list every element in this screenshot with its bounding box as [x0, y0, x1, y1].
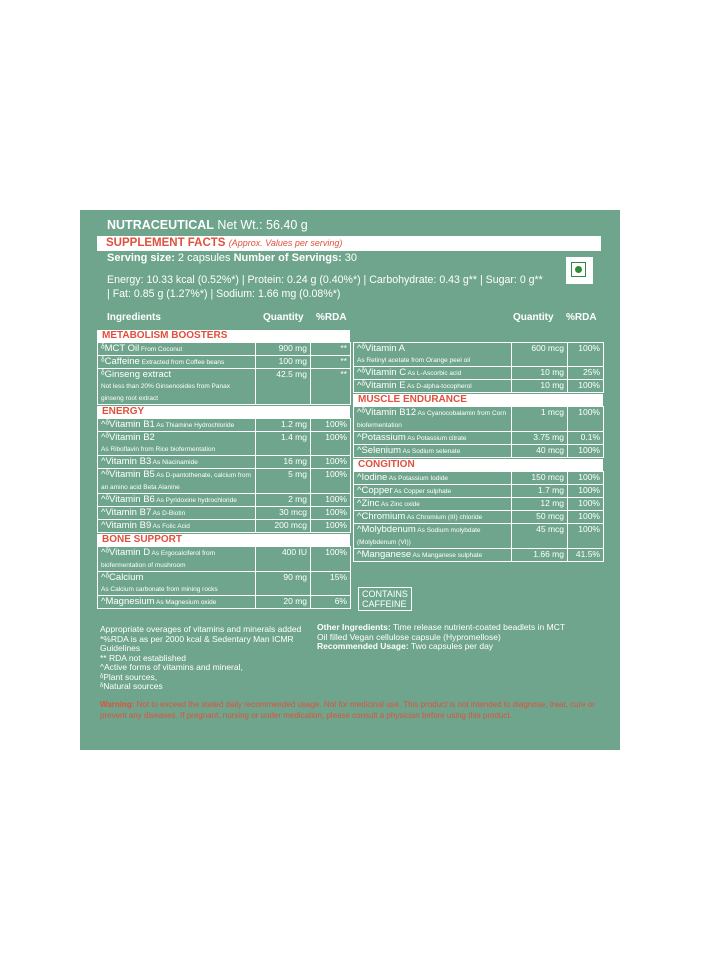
ingredient-source: As Cyanocobalamin from Corn biofermentation [357, 410, 507, 429]
ingredient-label: ^ᵟCalcium [101, 572, 144, 583]
ingredient-name [354, 498, 512, 511]
ingredient-name [354, 445, 512, 458]
ingredients-table [353, 471, 604, 562]
warning-body: Not to exceed the stated daily recommended usage. Not for medicinal use. This product is not intended to diagnose, treat, cure or prevent any diseases. If pregnant, nursing or under medication, please consult a physician before using this product. [100, 700, 595, 720]
ingredient-source: As Sodium selenate [401, 448, 461, 455]
table-row [354, 445, 604, 458]
ingredient-label: ^Vitamin B3 [101, 456, 152, 467]
warning-label: Warning: [100, 700, 135, 709]
ingredient-name [354, 524, 512, 549]
ingredient-name [98, 572, 256, 596]
ingredient-quantity: 150 mcg [512, 472, 568, 485]
table-row [98, 456, 351, 469]
section-title: MUSCLE ENDURANCE [353, 394, 603, 406]
table-row [98, 369, 351, 405]
ingredient-name [98, 456, 256, 469]
other-ingredients-label: Other Ingredients: [317, 622, 391, 632]
ingredient-source: As Niacinamide [151, 459, 198, 466]
ingredient-source: As D-alpha-tocopherol [405, 383, 472, 390]
ingredient-rda: 100% [568, 445, 604, 458]
ingredient-source: As Zinc oxide [379, 501, 420, 508]
ingredient-label: ^ᵟVitamin E [357, 380, 406, 391]
ingredient-label: ᵟGinseng extract [101, 369, 172, 380]
contains-line-1: CONTAINS [362, 589, 408, 599]
ingredient-label: ^ᵟVitamin B5 [101, 469, 155, 480]
servings-count-value: 30 [341, 252, 358, 264]
other-info [317, 623, 567, 652]
ingredients-column-header: Ingredients [107, 312, 161, 323]
ingredient-label: ^Selenium [357, 445, 402, 456]
ingredient-quantity: 3.75 mg [512, 432, 568, 445]
ingredient-label: ^Copper [357, 485, 393, 496]
ingredient-quantity: 900 mg [256, 343, 311, 356]
serving-size-label: Serving size: [107, 252, 175, 264]
ingredient-source: As Potassium Iodide [387, 475, 449, 482]
table-row [98, 547, 351, 572]
section-title: BONE SUPPORT [97, 534, 350, 546]
ingredient-label: ^ᵟVitamin B12 [357, 407, 417, 418]
ingredient-label: ^Chromium [357, 511, 406, 522]
ingredient-quantity: 30 mcg [256, 507, 311, 520]
ingredient-source: As Pyridoxine hydrochloride [154, 497, 237, 504]
ingredient-rda: ** [311, 356, 351, 369]
energy-summary: Energy: 10.33 kcal (0.52%*) | Protein: 0.24 g (0.40%*) | Carbohydrate: 0.43 g** | Sugar: 0 g** | Fat: 0.85 g (1.27%*) | Sodium: 1.66 mg (0.08%*) [107, 274, 543, 300]
footnote: ** RDA not established [100, 652, 186, 663]
ingredient-name [98, 507, 256, 520]
ingredient-name [98, 469, 256, 494]
recommended-usage-label: Recommended Usage: [317, 641, 409, 651]
ingredient-quantity: 20 mg [256, 596, 311, 609]
footnote: ᵟNatural sources [100, 681, 163, 691]
ingredient-name [354, 367, 512, 380]
ingredient-source: As Riboflavin from Rice biofermentation [101, 446, 216, 453]
serving-size-value: 2 capsules [174, 252, 234, 264]
ingredients-table [353, 342, 604, 393]
ingredient-quantity: 10 mg [512, 367, 568, 380]
supplement-facts-note: (Approx. Values per serving) [228, 238, 343, 248]
ingredient-label: ^ᵟVitamin B6 [101, 494, 155, 505]
ingredient-source: As Ergocalciferol from biofermentation of mushroom [101, 550, 216, 569]
ingredient-label: ^Manganese [357, 549, 412, 560]
ingredient-label: ᵟMCT Oil [101, 343, 140, 354]
ingredient-label: ᵟCaffeine [101, 356, 140, 367]
ingredient-rda: 100% [311, 547, 351, 572]
ingredient-label: ^Magnesium [101, 596, 155, 607]
ingredient-rda: 100% [311, 507, 351, 520]
footnote: ^Active forms of vitamins and mineral, [100, 662, 243, 672]
ingredient-label: ^ᵟVitamin B2 [101, 432, 155, 443]
section-title: CONGITION [353, 459, 603, 471]
ingredient-quantity: 1.7 mg [512, 485, 568, 498]
ingredient-rda: 100% [311, 469, 351, 494]
ingredient-rda: 100% [568, 343, 604, 367]
ingredient-label: ^Zinc [357, 498, 380, 509]
ingredient-quantity: 50 mcg [512, 511, 568, 524]
table-row [98, 469, 351, 494]
ingredient-rda: 25% [568, 367, 604, 380]
ingredient-source: As D-Biotin [151, 510, 186, 517]
ingredient-rda: 100% [311, 432, 351, 456]
section-title: METABOLISM BOOSTERS [97, 330, 350, 342]
table-row [98, 343, 351, 356]
contains-line-2: CAFFEINE [362, 599, 407, 609]
ingredient-source: As Folic Acid [151, 523, 190, 530]
ingredient-rda: 100% [568, 485, 604, 498]
table-row [98, 572, 351, 596]
ingredient-rda: ** [311, 369, 351, 405]
ingredient-label: ^Iodine [357, 472, 388, 483]
ingredient-label: ^ᵟVitamin B1 [101, 419, 155, 430]
ingredient-name [354, 511, 512, 524]
ingredient-quantity: 600 mcg [512, 343, 568, 367]
left-ingredients-column [97, 330, 351, 609]
ingredient-quantity: 1.66 mg [512, 549, 568, 562]
ingredient-rda: 100% [568, 472, 604, 485]
quantity-column-header: Quantity [263, 312, 304, 323]
ingredient-name [98, 547, 256, 572]
table-row [98, 432, 351, 456]
table-row [354, 511, 604, 524]
ingredient-name [354, 407, 512, 432]
ingredient-quantity: 200 mcg [256, 520, 311, 533]
ingredient-source: Not less than 20% Ginsenosides from Panax ginseng root extract [101, 383, 230, 402]
table-row [354, 407, 604, 432]
supplement-facts-bar [97, 236, 601, 251]
table-row [354, 367, 604, 380]
ingredient-rda: ** [311, 343, 351, 356]
ingredient-source: As Manganese sulphate [411, 552, 483, 559]
supplement-facts-title: SUPPLEMENT FACTS [106, 237, 226, 249]
ingredient-quantity: 90 mg [256, 572, 311, 596]
ingredient-rda: 100% [568, 380, 604, 393]
ingredient-rda: 100% [311, 494, 351, 507]
table-row [354, 432, 604, 445]
ingredient-label: ^ᵟVitamin A [357, 343, 406, 354]
ingredient-quantity: 1 mcg [512, 407, 568, 432]
ingredient-source: As D-pantothenate, calcium from an amino acid Beta Alanine [101, 472, 251, 491]
ingredient-name [354, 485, 512, 498]
ingredient-label: ^Vitamin B7 [101, 507, 152, 518]
table-row [354, 380, 604, 393]
ingredient-source: As Magnesium oxide [154, 599, 217, 606]
footnote: *%RDA is as per 2000 kcal & Sedentary Man ICMR Guidelines [100, 633, 294, 653]
table-row [354, 343, 604, 367]
servings-count-label: Number of Servings: [233, 252, 342, 264]
quantity-column-header-right: Quantity [513, 312, 554, 323]
ingredient-name [98, 494, 256, 507]
contains-caffeine-box [358, 587, 412, 611]
table-row [354, 524, 604, 549]
ingredient-source: As Sodium molybdate (Molybdenum (VI)) [357, 527, 481, 546]
ingredient-quantity: 400 IU [256, 547, 311, 572]
ingredient-name [354, 343, 512, 367]
table-row [354, 472, 604, 485]
ingredient-quantity: 40 mcg [512, 445, 568, 458]
table-row [98, 520, 351, 533]
rda-column-header-right: %RDA [566, 312, 597, 323]
ingredient-quantity: 1.2 mg [256, 419, 311, 432]
ingredient-quantity: 100 mg [256, 356, 311, 369]
table-row [98, 596, 351, 609]
ingredient-name [98, 343, 256, 356]
ingredients-table [353, 406, 604, 458]
net-weight: Net Wt.: 56.40 g [213, 218, 308, 232]
ingredient-label: ^Potassium [357, 432, 406, 443]
table-row [98, 356, 351, 369]
ingredients-table [97, 546, 351, 609]
right-ingredients-column [353, 342, 604, 562]
ingredient-quantity: 45 mcg [512, 524, 568, 549]
ingredient-label: ^ᵟVitamin D [101, 547, 151, 558]
rda-column-header: %RDA [316, 312, 347, 323]
table-row [98, 494, 351, 507]
table-row [98, 507, 351, 520]
ingredient-rda: 100% [568, 511, 604, 524]
footnotes [100, 625, 320, 692]
ingredients-table [97, 418, 351, 533]
table-row [354, 485, 604, 498]
section-title: ENERGY [97, 406, 350, 418]
ingredient-label: ^Molybdenum [357, 524, 416, 535]
ingredient-rda: 6% [311, 596, 351, 609]
ingredient-source: As Copper sulphate [392, 488, 452, 495]
ingredient-name [98, 432, 256, 456]
ingredient-quantity: 16 mg [256, 456, 311, 469]
ingredient-rda: 100% [568, 498, 604, 511]
ingredient-source: From Coconut [139, 346, 183, 353]
vegetarian-mark-icon [566, 257, 593, 284]
ingredient-quantity: 5 mg [256, 469, 311, 494]
ingredient-rda: 15% [311, 572, 351, 596]
ingredient-rda: 100% [568, 407, 604, 432]
warning-text [100, 699, 600, 721]
ingredient-quantity: 10 mg [512, 380, 568, 393]
recommended-usage-text: Two capsules per day [408, 641, 494, 651]
ingredient-rda: 41.5% [568, 549, 604, 562]
ingredient-name [354, 472, 512, 485]
ingredient-label: ^Vitamin B9 [101, 520, 152, 531]
table-row [98, 419, 351, 432]
ingredient-source: As Chromium (III) chloride [405, 514, 483, 521]
table-row [354, 498, 604, 511]
ingredient-quantity: 2 mg [256, 494, 311, 507]
product-type: NUTRACEUTICAL [107, 218, 214, 232]
ingredient-rda: 100% [568, 524, 604, 549]
ingredient-name [354, 549, 512, 562]
ingredient-rda: 100% [311, 520, 351, 533]
ingredient-source: As Calcium carbonate from mining rocks [101, 586, 218, 593]
ingredient-name [98, 369, 256, 405]
ingredient-name [354, 380, 512, 393]
ingredient-name [98, 520, 256, 533]
ingredient-name [98, 419, 256, 432]
ingredient-name [98, 596, 256, 609]
ingredient-quantity: 42.5 mg [256, 369, 311, 405]
ingredient-rda: 0.1% [568, 432, 604, 445]
ingredient-label: ^ᵟVitamin C [357, 367, 407, 378]
footnote: Appropriate overages of vitamins and minerals added [100, 624, 302, 634]
ingredient-rda: 100% [311, 419, 351, 432]
ingredient-source: Extracted from Coffee beans [139, 359, 225, 366]
ingredient-quantity: 1.4 mg [256, 432, 311, 456]
ingredient-quantity: 12 mg [512, 498, 568, 511]
ingredients-table [97, 342, 351, 405]
ingredient-source: As Thiamine Hydrochloride [154, 422, 235, 429]
ingredient-rda: 100% [311, 456, 351, 469]
ingredient-source: As L-Ascorbic acid [406, 370, 462, 377]
serving-info [107, 252, 357, 264]
table-row [354, 549, 604, 562]
ingredient-name [98, 356, 256, 369]
other-ingredients-text: Time release nutrient-coated beadlets in MCT Oil filled Vegan cellulose capsule (Hypromellose) [317, 622, 565, 642]
ingredient-source: As Retinyl acetate from Orange peel oil [357, 357, 471, 364]
ingredient-name [354, 432, 512, 445]
product-header [107, 218, 308, 232]
footnote: ᵟPlant sources, [100, 671, 158, 682]
ingredient-source: As Potassium citrate [405, 435, 467, 442]
nutrition-label-panel [80, 210, 620, 750]
